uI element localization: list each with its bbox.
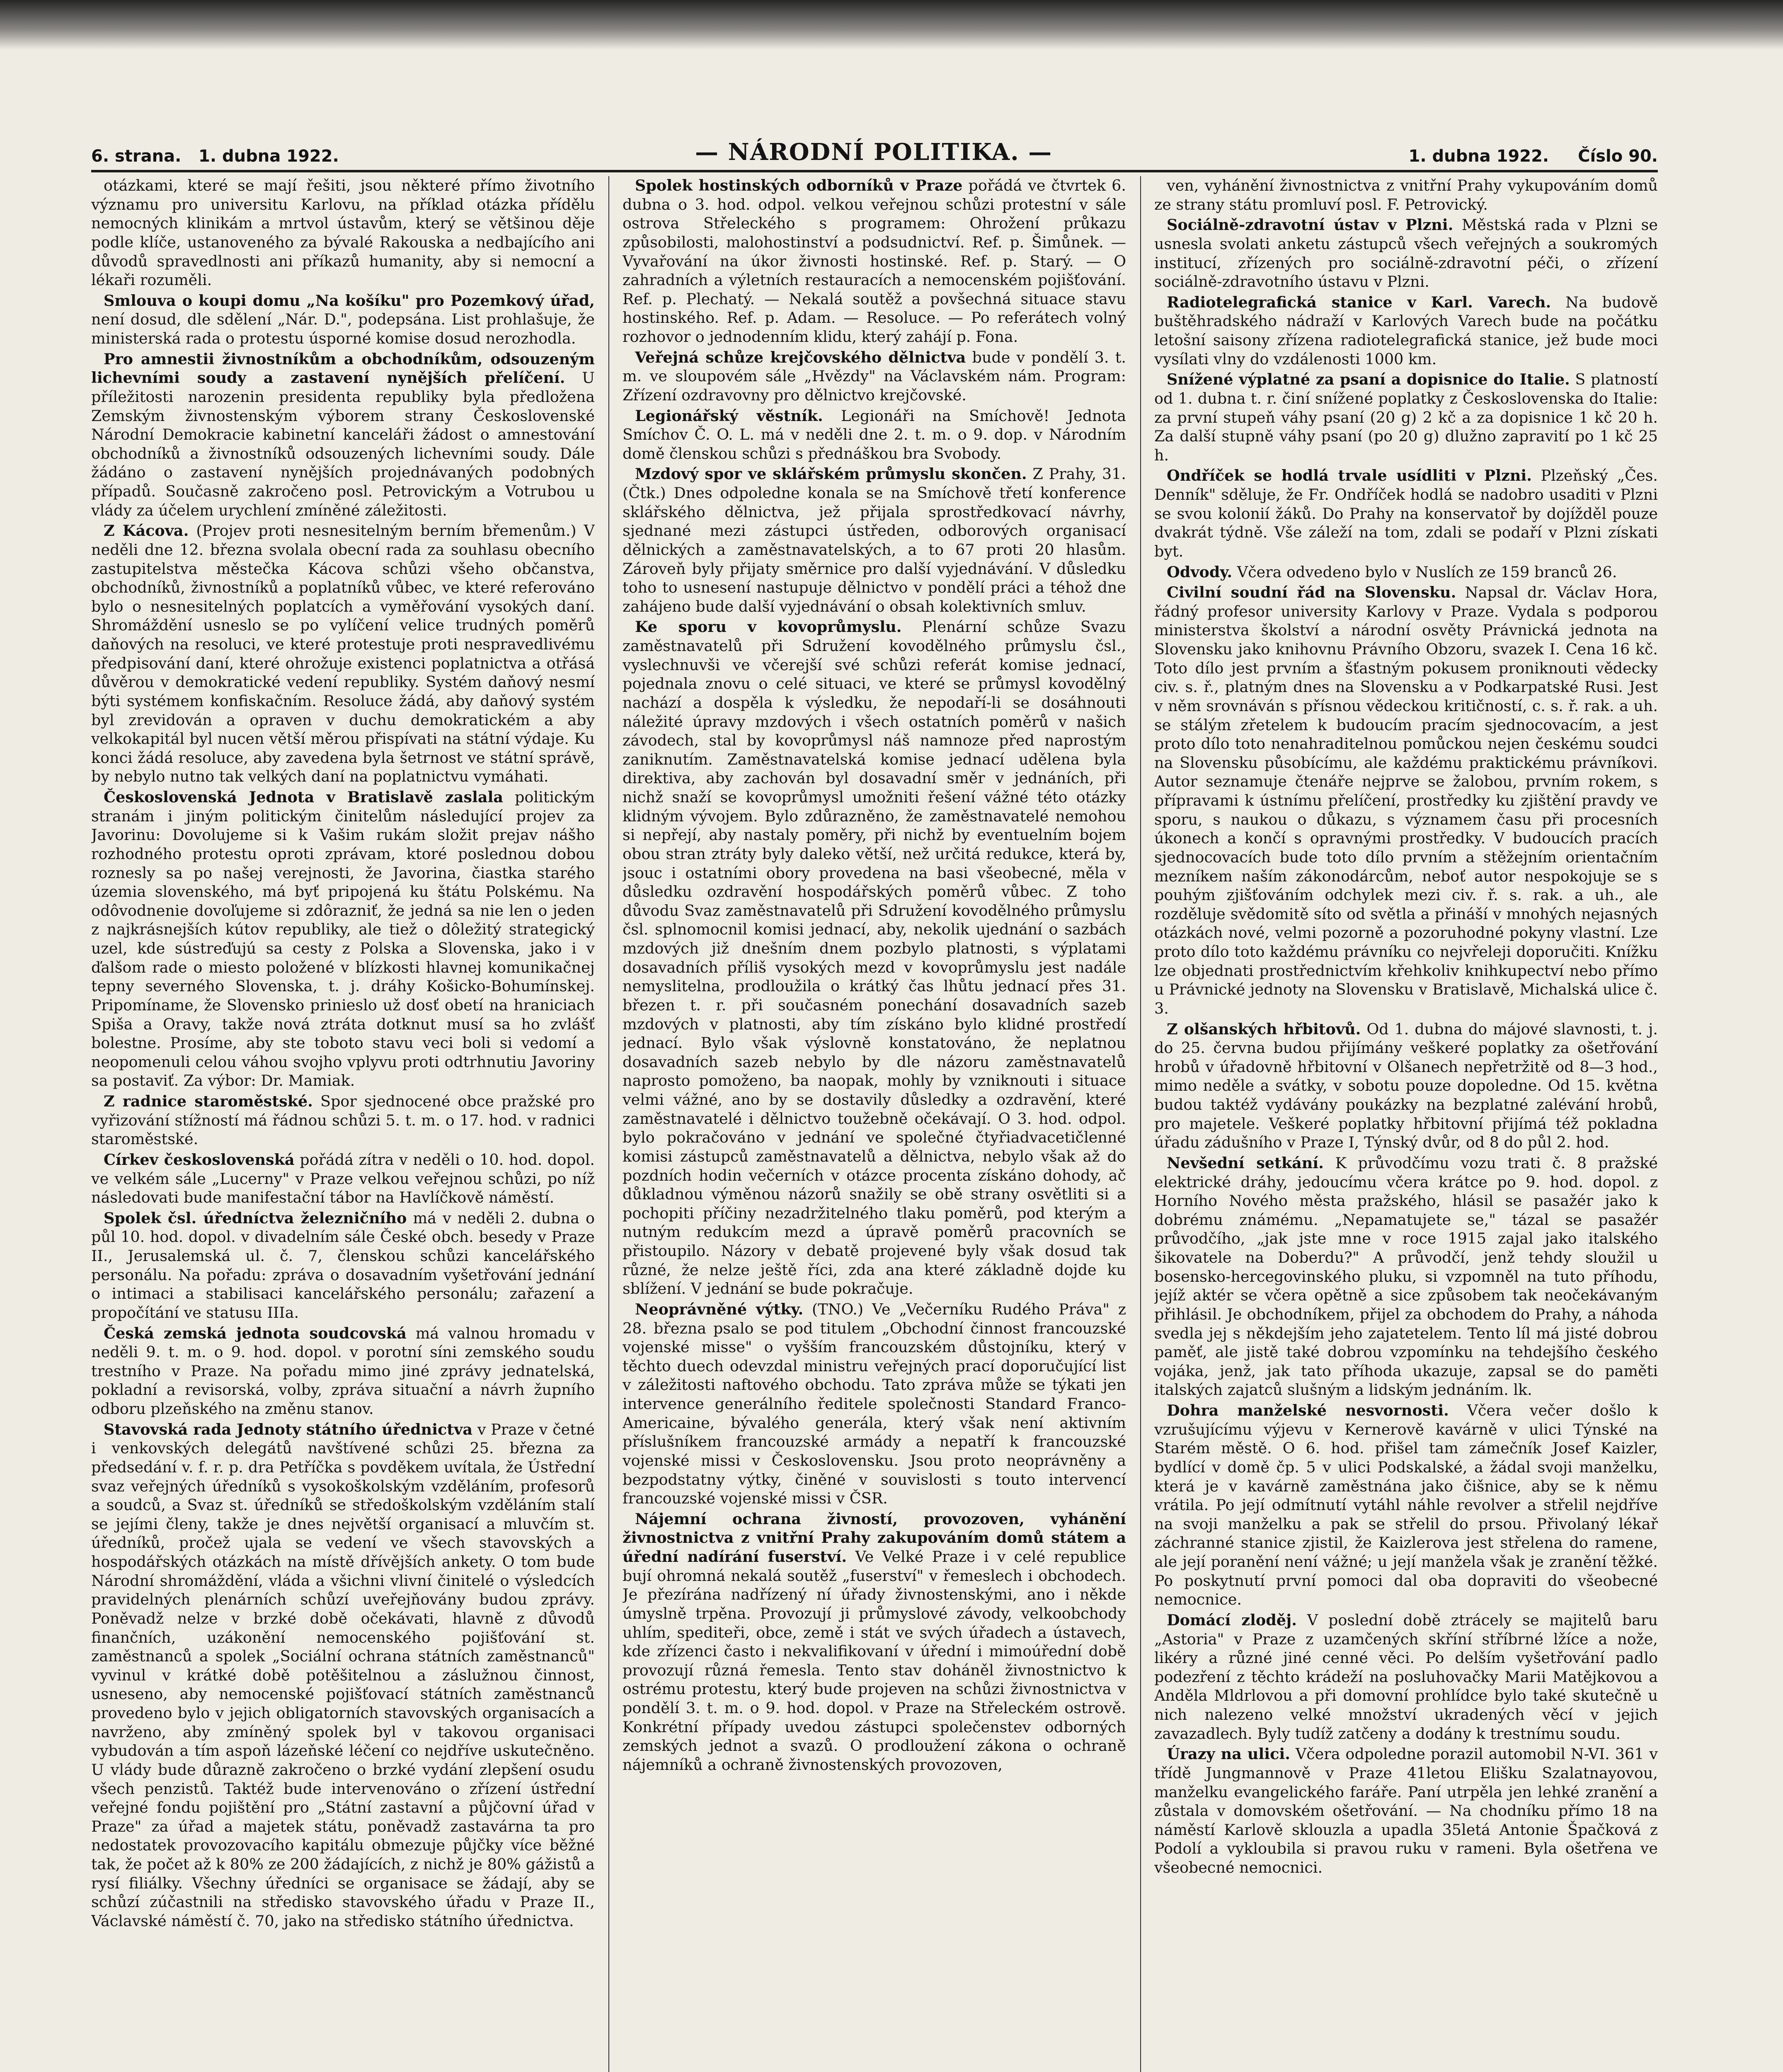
article-paragraph (91, 1324, 595, 1418)
article-heading: Stavovská rada Jednoty státního úřednictva (104, 1420, 472, 1438)
article-paragraph (623, 1300, 1126, 1508)
article-paragraph (91, 521, 595, 786)
newspaper-page (91, 137, 1658, 2072)
article-text: má v neděli 2. dubna o půl 10. hod. dopol. v divadelním sále České obch. besedy v Praze II., Jerusalemská ul. č. 7, členskou schůzi kancelářského personálu. Na pořadu: zpráva o dosavadním vyšetřování jednání o intimaci a stabilisaci kancelářského personálu; zařazení a propočítání ve statusu IIIa. (91, 1209, 595, 1322)
article-text: v Praze v četné i venkovských delegátů navštívené schůzi 25. března za předsedání v. f. r. p. dra Petříčka s povděkem uvítala, že Ústřední svaz veřejných úředníků s vysokoškolským vzděláním, profesorů a soudců, a Svaz st. úředníků se středoškolským vzděláním stalí se jejími členy, takže je dnes největší organisací a mluvčím st. úředníků, pročež ujala se vedení ve všech stavovských a hospodářských otázkách na místě dřívějších ankety. O tom bude Národní shromáždění, vláda a všichni vlivní činitelé o výsledcích pravidelných plenárních schůzí uveřejňovány budou zprávy. Poněvadž nelze v brzké době očekávati, hlavně z důvodů finančních, uzákonění nemocenského pojišťování st. zaměstnanců a spolek „Sociální ochrana státních zaměstnanců" vyvinul v krátké době potěšitelnou a záslužnou činnost, usneseno, aby nemocenské pojišťovací státních zaměstnanců provedeno bylo v jejich obligatorních stavovských organisacích a navrženo, aby zmíněný spolek byl v takovou organisaci vybudován a tím aspoň lázeňské léčení co nejdříve uskutečněno. U vlády bude důrazně zakročeno o brzké vydání zlepšení osudu všech penzistů. Taktéž bude intervenováno o zřízení ústřední veřejné fondu pojištění pro „Státní zastavní a půjčovní úřad v Praze" za úřad a majetek státu, poněvadž zastavárna ta pro nedostatek provozovacího kapitálu obmezuje půjčky více běžné tak, že počet až k 80% ze 200 žádajících, z nichž je 80% gážistů a rysí filiálky. Všechny úředníci se organisace se žádají, aby se schůzí zúčastnili na středisko stavovského úřadu v Praze II., Václavské náměstí č. 70, jako na středisko státního úřednictva. (91, 1420, 595, 1930)
article-text: V poslední době ztrácely se majitelů baru „Astoria" v Praze z uzamčených skříní stříbrné lžíce a nože, likéry a různé jiné cenné věci. Po delším vyšetřování padlo podezření z těchto krádeží na posluhovačky Marii Matějkovou a Anděla Mldrlovou a při domovní prohlídce bylo také skutečně u nich nalezeno velké množství ukradených věcí v jejich zavazadlech. Byly tudíž zatčeny a dodány k trestnímu soudu. (1154, 1611, 1658, 1743)
article-heading: Legionářský věstník. (635, 407, 823, 425)
article-text: Včera odvedeno bylo v Nuslích ze 159 branců 26. (1237, 563, 1617, 581)
article-paragraph (91, 291, 595, 348)
article-paragraph (91, 350, 595, 520)
article-paragraph (1154, 370, 1658, 465)
article-text: Plenární schůze Svazu zaměstnavatelů při Sdružení kovodělného průmyslu čsl., vyslechnuvši ve včerejší své schůzi referát komise jednací, pojednala znovu o celé situaci, ve které se průmysl kovodělný nachází a dospěla k výsledku, že nepodaří-li se dosáhnouti náležité úpravy mzdových i všech ostatních poměrů v našich závodech, stal by kovoprůmysl náš namnoze před naprostým zaniknutím. Zaměstnavatelská komise jednací udělena byla direktiva, aby zachován byl dosavadní směr v jednáních, při nichž snaží se kovoprůmysl umožniti řešení vážné této otázky klidným vývojem. Bylo zdůrazněno, že zaměstnavatelé nemohou si nepřejí, aby nastaly poměry, při nichž by eventuelním bojem obou stran ztráty byly daleko větší, než určitá redukce, která by, jsouc i ostatními obory provedena na basi všeobecné, měla v důsledku ozdravění hospodářských poměrů vůbec. Z toho důvodu Svaz zaměstnavatelů při Sdružení kovodělného průmyslu čsl. splnomocnil komisi jednací, aby, nekolik ujednání o sazbách mzdových již dnešním dnem pozbylo platnosti, s výplatami dosavadních příliš vysokých mezd v kovoprůmyslu jest nadále nemyslitelna, prodloužila o krátký čas lhůtu jednací přes 31. březen t. r. při současném ponechání dosavadních sazeb mzdových v platnosti, aby tím získáno bylo klidné prostředí jednací. Bylo však výslovně konstatováno, že neplatnou dosavadních sazeb nebylo by dle názoru zaměstnavatelů naprosto pomoženo, ba naopak, mohly by vzniknouti i situace velmi vážné, ano by se dostavily důsledky a ozdravění, které zaměstnavatelé i dělnictvo toužebně očekávají. O 3. hod. odpol. bylo pokračováno v jednání ve společné čtyřiadvacetičlenné komisi zástupců zaměstnavatelů a dělnictva, nebylo však až do pozdních hodin večerních v otázce procenta získáno dohody, ač důkladnou výměnou názorů snažily se obě strany osvětliti si a pochopiti příčiny nezadržitelného tlaku poměrů, pod kterým a nutným redukcím mezd a úpravě poměrů pracovních se přistoupilo. Názory v debatě projevené byly však dosud tak různé, že nelze ještě říci, zda ana které základně dojde ku sblížení. V jednání se bude pokračuje. (623, 618, 1126, 1298)
article-paragraph (623, 407, 1126, 463)
article-text: Spor sjednocené obce pražské pro vyřizování stížností má řádnou schůzi 5. t. m. o 17. hod. v radnici staroměstské. (91, 1092, 595, 1148)
article-text: otázkami, které se mají řešiti, jsou některé přímo životního významu pro universitu Karlovu, na příklad otázka přídělu nemocných klinikám a mrtvol ústavům, který se většinou děje podle klíče, ustanoveného za bývalé Rakouska a nedbajícího ani důvodů spravedlnosti ani příkazů humanity, aby si nemocní a lékaři rozuměli. (91, 177, 595, 289)
article-heading: Nevšední setkání. (1167, 1154, 1324, 1172)
article-heading: Civilní soudní řád na Slovensku. (1167, 583, 1456, 602)
masthead: — NÁRODNÍ POLITIKA. — (695, 138, 1053, 166)
article-heading: Mzdový spor ve sklářském průmyslu skončen. (635, 465, 1027, 483)
article-heading: Ke sporu v kovoprůmyslu. (635, 618, 902, 636)
article-paragraph (623, 465, 1126, 616)
article-text: ven, vyhánění živnostnictva z vnitřní Prahy vykupováním domů ze strany státu promluví posl. F. Petrovický. (1154, 177, 1658, 213)
article-text: pořádá ve čtvrtek 6. dubna o 3. hod. odpol. velkou veřejnou schůzi protestní v sále ostrova Střeleckého s programem: Ohrožení průkazu způsobilosti, malohostinství a podsudnictví. Ref. p. Šimůnek. — Vyvařování na úkor živnosti hostinské. Ref. p. Starý. — O zahradních a výletních restauracích a nemocenském pojišťování. Ref. p. Plechatý. — Nekalá soutěž a povšechná situace stavu hostinského. Ref. p. Adam. — Resoluce. — Po referátech volný rozhovor o jednodenním klidu, který zahájí p. Fona. (623, 177, 1126, 346)
issue-date-left: 1. dubna 1922. (199, 147, 339, 166)
article-heading: Z radnice staroměstské. (104, 1092, 313, 1110)
article-heading: Z olšanských hřbitovů. (1167, 1020, 1361, 1038)
article-paragraph (623, 1510, 1126, 1774)
article-text: U příležitosti narozenin presidenta republiky byla předložena Zemským živnostenským výborem strany Československé Národní Demokracie kabinetní kanceláři žádost o amnestování obchodníků a živnostníků odsouzených lichevními soudy. Dále žádáno o zastavení nynějších projednávaných podobných případů. Současně zakročeno posl. Petrovickým a Votrubou u vlády za účelem urychlení zmíněné záležitosti. (91, 369, 595, 519)
article-heading: Snížené výplatné za psaní a dopisnice do Italie. (1167, 370, 1570, 389)
page-number: 6. strana. (91, 147, 182, 166)
article-paragraph (91, 1420, 595, 1931)
column-3 (1154, 176, 1658, 2072)
column-2 (623, 176, 1126, 2072)
article-paragraph (1154, 293, 1658, 369)
article-paragraph (1154, 1745, 1658, 1877)
article-heading: Pro amnestii živnostníkům a obchodníkům, odsouzeným lichevními soudy a zastavení nynějších přelíčení. (91, 350, 595, 387)
article-heading: Odvody. (1167, 563, 1233, 581)
article-heading: Z Kácova. (104, 522, 189, 540)
article-text: Městská rada v Plzni se usnesla svolati anketu zástupců všech veřejných a soukromých institucí, zřízených pro sociálně-zdravotní péči, o zřízení sociálně-zdravotního ústavu v Plzni. (1154, 216, 1658, 291)
article-heading: Ondříček se hodlá trvale usídliti v Plzni. (1167, 467, 1532, 485)
article-paragraph (1154, 583, 1658, 1018)
article-text: Plzeňský „Čes. Denník" sděluje, že Fr. Ondříček hodlá se nadobro usaditi v Plzni se svou kolonií žáků. Do Prahy na konservatoř by dojížděl pouze dvakrát týdně. Vše záleží na tom, zdali se podaří v Plzni získati byt. (1154, 467, 1658, 560)
article-paragraph (91, 1092, 595, 1149)
article-text: Legionáři na Smíchově! Jednota Smíchov Č. O. L. má v neděli dne 2. t. m. o 9. dop. v Národním domě členskou schůzi s přednáškou bra Svobody. (623, 407, 1126, 462)
header-right (1409, 147, 1658, 166)
article-text: má valnou hromadu v neděli 9. t. m. o 9. hod. dopol. v porotní síni zemského soudu trestního v Praze. Na pořadu mimo jiné zprávy jednatelská, pokladní a revisorská, volby, zpráva situační a návrh župního odboru plzeňského na změnu stanov. (91, 1324, 595, 1418)
article-heading: Veřejná schůze krejčovského dělnictva (635, 348, 966, 366)
column-rule (608, 176, 609, 2072)
scan-edge (0, 0, 1783, 50)
article-text: Napsal dr. Václav Hora, řádný profesor university Karlovy v Praze. Vydala s podporou ministerstva školství a národní osvěty Právnická jednota na Slovensku jako knihovnu Právního Obzoru, svazek I. Cena 16 kč. Toto dílo jest prvním a šťastným pokusem proniknouti vědecky civ. s. ř., platným dnes na Slovensku a v Podkarpatské Rusi. Jest v něm srovnáván s přísnou vědeckou kritičností, c. s. ř. rak. a uh. se stálým zřetelem k budoucím pracím sjednocovacím, a jest proto dílo toto nenahraditelnou pomůckou nejen českému soudci na Slovensku působícímu, ale každému praktickému právníkovi. Autor seznamuje čtenáře nejprve se žalobou, prvním rokem, s přípravami k ústnímu přelíčení, prostředky ku zjištění pravdy ve sporu, s naukou o důkazu, s významem času při procesních úkonech a končí s opravnými prostředky. V budoucích pracích sjednocovacích bude toto dílo prvním a stěžejním orientačním mezníkem naším zákonodárcům, neboť autor nespokojuje se s pouhým zjišťováním odchylek mezi civ. ř. s. rak. a uh., ale rozděluje svědomitě síto od světla a přináší v mnohých nejasných otázkách nové, velmi pozorně a pozoruhodné pokyny vlastní. Lze proto dílo toto každému právníku co nejvřeleji doporučiti. Knížku lze objednati prostřednictvím křehkoliv knihkupectví nebo přímo u Právnické jednoty na Slovensku v Bratislavě, Michalská ulice č. 3. (1154, 583, 1658, 1017)
article-paragraph (91, 788, 595, 1090)
article-paragraph (1154, 1401, 1658, 1609)
article-heading: Úrazy na ulici. (1167, 1745, 1290, 1763)
article-paragraph (1154, 176, 1658, 214)
article-text: bude v pondělí 3. t. m. ve sloupovém sále „Hvězdy" na Václavském nám. Program: Zřízení ozdravovny pro dělnictvo krejčovské. (623, 348, 1126, 404)
article-paragraph (91, 1209, 595, 1322)
issue-number: Číslo 90. (1578, 147, 1658, 166)
article-text: Ve Velké Praze i v celé republice bují ohromná nekalá soutěž „fuserství" v řemeslech i obchodech. Je přezírána nadřízený ní úřady živnostenskými, ano i někde úmyslně trpěna. Provozují ji průmyslové závody, velkoobchody uhlím, spediteři, obce, země i stát ve svých úřadech a ústavech, kde zřízenci často i nekvalifikovaní v úřední i mimoúřední době provozují různá řemesla. Tento stav doháněl živnostnictvo k ostrému protestu, který bude projeven na schůzi živnostnictva v pondělí 3. t. m. o 9. hod. dopol. v Praze na Střeleckém ostrově. Konkrétní případy uvedou zástupci společenstev odborných zemských jednot a svazů. O prodloužení zákona o ochraně nájemníků a ochraně živnostenských provozoven, (623, 1548, 1126, 1774)
article-heading: Nájemní ochrana živností, provozoven, vyhánění živnostnictva z vnitřní Prahy zakupováním domů státem a úřední nadírání fuserství. (623, 1510, 1126, 1566)
article-text: Včera večer došlo k vzrušujícímu výjevu v Kernerově kavárně v ulici Týnské na Starém městě. O 6. hod. přišel tam zámečník Josef Kaizler, bydlící v domě čp. 5 v ulici Podskalské, a žádal svoji manželku, která je v kavárně zaměstnána jako čišnice, aby se k němu vrátila. Po její odmítnutí vytáhl náhle revolver a střelil nejdříve na svoji manželku a pak se střelil do prsou. Přivolaný lékař záchranné stanice zjistil, že Kaizlerova jest střelena do ramene, ale její poranění není vážné; u její manžela však je zranění těžké. Po poskytnutí první pomoci dal oba dopraviti do všeobecné nemocnice. (1154, 1402, 1658, 1609)
article-paragraph (91, 1150, 595, 1207)
article-paragraph (1154, 466, 1658, 561)
issue-date-right: 1. dubna 1922. (1408, 147, 1549, 166)
article-paragraph (1154, 563, 1658, 582)
article-heading: Dohra manželské nesvornosti. (1167, 1402, 1449, 1419)
article-paragraph (91, 176, 595, 290)
article-paragraph (1154, 215, 1658, 291)
article-paragraph (623, 176, 1126, 346)
article-heading: Neoprávněné výtky. (635, 1300, 804, 1318)
column-1 (91, 176, 595, 2072)
article-paragraph (1154, 1611, 1658, 1743)
article-heading: Československá Jednota v Bratislavě zaslala (104, 788, 504, 806)
article-heading: Česká zemská jednota soudcovská (104, 1324, 407, 1342)
article-paragraph (623, 617, 1126, 1298)
article-text: (TNO.) Ve „Večerníku Rudého Práva" z 28. března psalo se pod titulem „Obchodní činnost francouzské vojenské misse" o vyšším francouzském důstojníku, který v těchto duech odevzdal ministru veřejných prací doporučující list v záležitosti naftového obchodu. Tato zpráva může se týkati jen intervence generálního ředitele společnosti Standard Franco-Americaine, bývalého generála, který však není aktivním příslušníkem francouzské armády a nepatří k francouzské vojenské missi v Československu. Jsou proto neoprávněny a bezpodstatny výtky, činěné v souvislosti s touto intervencí francouzské vojenské missi v ČSR. (623, 1300, 1126, 1508)
article-text: K průvodčímu vozu trati č. 8 pražské elektrické dráhy, jedoucímu včera krátce po 9. hod. dopol. z Horního Nového města pražského, hlásil se pasažér jako k dobrému známému. „Nepamatujete se," tázal se pasažér průvodčího, „jak jste mne v roce 1915 zajal jako italského šikovatele na Doberdu?" A průvodčí, jenž tehdy sloužil u bosensko-hercegovinského pluku, si vzpomněl na tuto příhodu, jejíž aktér se včera opětně a sice způsobem tak neočekávaným přihlásil. Je obchodníkem, přijel za obchodem do Prahy, a náhoda svedla jej s někdejším jeho zajatetelem. Tento líl má jisté dobrou paměť, ale jistě také dobrou vzpomínku na tehdejšího českého vojáka, jenž, jak tato příhoda ukazuje, zapsal se do paměti italských zajatců slušným a lidským jednáním. lk. (1154, 1154, 1658, 1399)
article-text: (Projev proti nesnesitelným berním břemenům.) V neděli dne 12. března svolala obecní rada za souhlasu obecního zastupitelstva městečka Kácova schůzi všeho občanstva, obchodníků, živnostníků a poplatníků vůbec, ve které referováno bylo o nesnesitelných poplatcích a vyměřování vysokých daní. Shromáždění usneslo se po vylíčení velice trudných poměrů daňových na resoluci, ve které protestuje proti nespravedlivému předpisování daní, které ohrožuje existenci poplatnictva a otřásá důvěrou v demokratické vedení republiky. Systém daňový nesmí býti systémem konfiskačním. Resoluce žádá, aby daňový systém byl zrevidován a opraven v duchu demokratickém a aby velkokapitál byl nucen větší měrou přispívati na státní výdaje. Ku konci žádá resoluce, aby zavedena byla šetrnost ve státní správě, by nebylo nutno tak velkých daní na poplatnictvu vymáhati. (91, 522, 595, 786)
article-heading: Domácí zloděj. (1167, 1611, 1297, 1629)
article-text: Z Prahy, 31. (Čtk.) Dnes odpoledne konala se na Smíchově třetí konference sklářského dělnictva, jež přijala sprostředkovací návrhy, sjednané mezi zástupci ústředen, odborových organisací dělnických a zaměstnavatelských, a to 67 proti 20 hlasům. Zároveň byly přijaty směrnice pro další vyjednávání. V důsledku toho to usnesení nastupuje dělnictvo v pondělí práci a téhož dne zahájeno bude další vyjednávání o obsah kolektivních smluv. (623, 465, 1126, 615)
article-paragraph (1154, 1020, 1658, 1152)
article-heading: Spolek čsl. úředníctva železničního (104, 1209, 407, 1227)
article-text: Od 1. dubna do májové slavnosti, t. j. do 25. června budou přijímány veškeré poplatky za ošetřování hrobů v úřadovně hřbitovní v Olšanech nepřetržitě od 8—3 hod., mimo neděle a svátky, v sobotu pouze dopoledne. Od 15. května budou taktéž vydávány poukázky na bezplatné zalévání hrobů, pro majetele. Veškeré poplatky hřbitovní přijímá též pokladna úřadu zádušního v Praze I, Týnský dvůr, od 8 do půl 2. hod. (1154, 1020, 1658, 1152)
article-heading: Sociálně-zdravotní ústav v Plzni. (1167, 216, 1454, 234)
article-text: Včera odpoledne porazil automobil N-VI. 361 v třídě Jungmannově v Praze 41letou Elišku Szalatnayovou, manželku evangelického faráře. Paní utrpěla jen lehké zranění a zůstala v domovském ošetřování. — Na chodníku přímo 18 na náměstí Karlově sklouzla a upadla 35letá Antonie Špačková z Podolí a vykloubila si pravou ruku v rameni. Byla ošetřena ve všeobecné nemocnici. (1154, 1745, 1658, 1876)
header-left (91, 147, 339, 166)
article-text: pořádá zítra v neděli o 10. hod. dopol. ve velkém sále „Lucerny" v Praze velkou veřejnou schůzi, po níž následovati bude manifestační tábor na Havlíčkově náměstí. (91, 1150, 595, 1207)
article-text: Na budově buštěhradského nádraží v Karlových Varech bude na počátku letošní saisony zřízena radiotelegrafická stanice, jež bude moci vysílati vlny do vzdálenosti 1000 km. (1154, 293, 1658, 368)
page-header (91, 137, 1658, 172)
article-paragraph (1154, 1154, 1658, 1399)
article-heading: Spolek hostinských odborníků v Praze (635, 177, 963, 194)
article-text: politickým stranám i jiným politickým činitelům následující projev za Javorinu: Dovolujeme si k Vašim rukám složit prejav nášho rozhodného protestu oproti zprávam, ktoré poslednou dobou roznesly sa po našej verejnosti, že Javorina, čiastka starého územia slovenského, má byť pripojená ku štátu Polskému. Na odôvodnenie dovoľujeme si zdôrazniť, že jedná sa nie len o jeden z najkrásnejších kútov republiky, ale tiež o dôležitý strategický uzel, kde sústreďujú sa cesty z Polska a Slovenska, jako i v ďalšom rade o miesto položené v blízkosti hlavnej komunikačnej tepny severného Slovenska, t. j. dráhy Košicko-Bohumínskej. Pripomíname, že Slovensko prinieslo už dosť obetí na hraniciach Spiša a Oravy, takže nová ztráta dotknut musí sa ho zvlášť bolestne. Prosíme, aby ste toboto stavu veci boli si vedomí a neopomenuli celou váhou svojho vplyvu proti odtrhnutiu Javoriny sa postaviť. Za výbor: Dr. Mamiak. (91, 788, 595, 1090)
article-paragraph (623, 348, 1126, 405)
article-heading: Církev československá (104, 1150, 295, 1169)
article-text: S platností od 1. dubna t. r. činí snížené poplatky z Československa do Italie: za první stupeň váhy psaní (20 g) 2 kč a za dopisnice 1 kč 20 h. Za další stupně váhy psaní (po 20 g) dlužno zapravití po 1 kč 25 h. (1154, 370, 1658, 464)
article-heading: Radiotelegrafická stanice v Karl. Varech. (1167, 293, 1551, 311)
article-heading: Smlouva o koupi domu „Na košíku" pro Pozemkový úřad, (104, 291, 595, 310)
article-text: není dosud, dle sdělení „Nár. D.", podepsána. List prohlašuje, že ministerská rada o protestu úsporné komise dosud nerozhodla. (91, 310, 595, 347)
column-rule (1140, 176, 1141, 2072)
